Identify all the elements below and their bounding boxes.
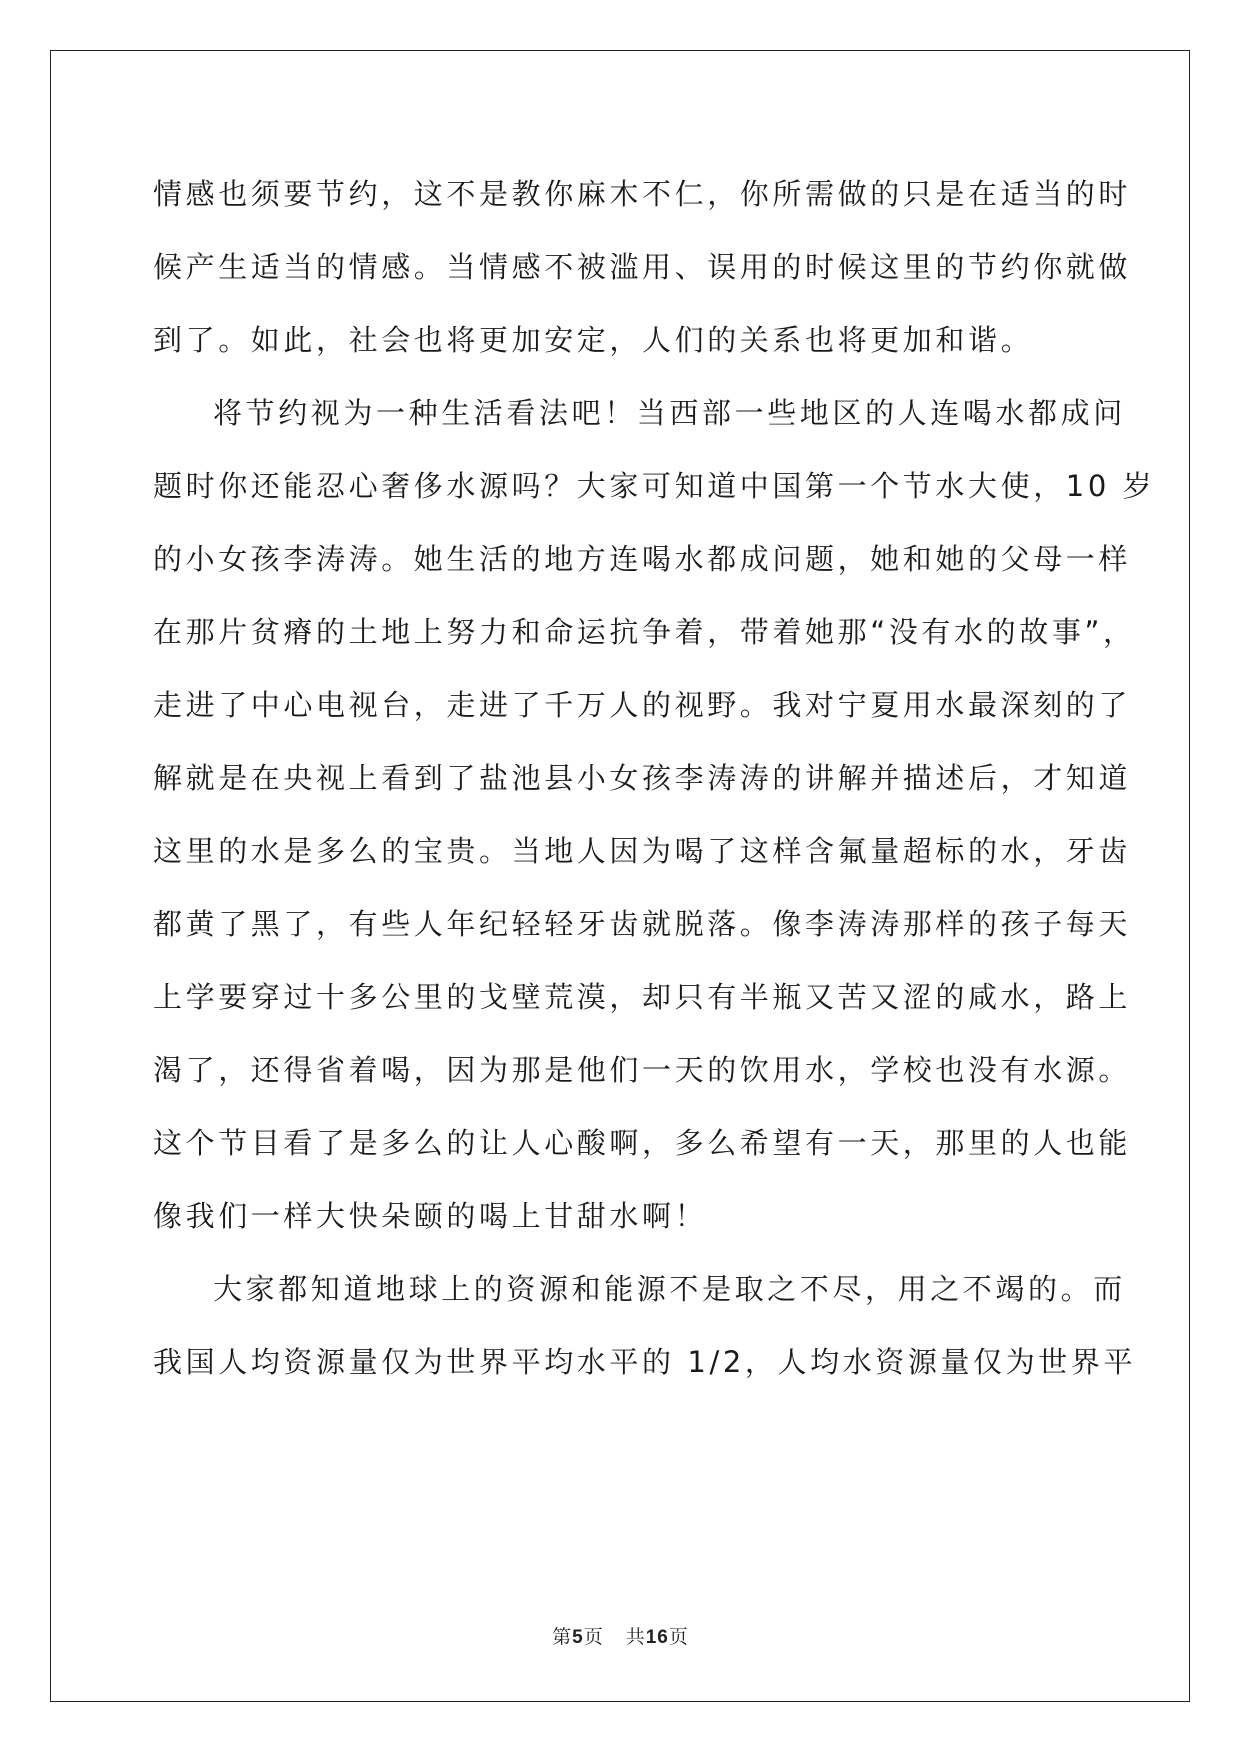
total-pages: 16 bbox=[645, 1627, 669, 1648]
text-line: 这个节目看了是多么的让人心酸啊，多么希望有一天，那里的人也能 bbox=[153, 1126, 1132, 1160]
page-number: 5 bbox=[572, 1627, 584, 1648]
text-line: 渴了，还得省着喝，因为那是他们一天的饮用水，学校也没有水源。 bbox=[153, 1053, 1132, 1087]
text-line: 走进了中心电视台，走进了千万人的视野。我对宁夏用水最深刻的了 bbox=[153, 688, 1132, 722]
text-line: 我国人均资源量仅为世界平均水平的 1/2，人均水资源量仅为世界平 bbox=[153, 1345, 1137, 1379]
text-line: 像我们一样大快朵颐的喝上甘甜水啊！ bbox=[153, 1199, 708, 1233]
text-line: 候产生适当的情感。当情感不被滥用、误用的时候这里的节约你就做 bbox=[153, 250, 1132, 284]
paragraph-3 bbox=[153, 1253, 1137, 1399]
text-line: 这里的水是多么的宝贵。当地人因为喝了这样含氟量超标的水，牙齿 bbox=[153, 834, 1132, 868]
text-line: 在那片贫瘠的土地上努力和命运抗争着，带着她那“没有水的故事”， bbox=[153, 615, 1136, 649]
text-line: 题时你还能忍心奢侈水源吗？大家可知道中国第一个节水大使，10 岁 bbox=[153, 469, 1156, 503]
text-line: 到了。如此，社会也将更加安定，人们的关系也将更加和谐。 bbox=[153, 323, 1034, 357]
page-footer bbox=[0, 1622, 1241, 1649]
text-line: 上学要穿过十多公里的戈壁荒漠，却只有半瓶又苦又涩的咸水，路上 bbox=[153, 980, 1132, 1014]
text-line: 大家都知道地球上的资源和能源不是取之不尽，用之不竭的。而 bbox=[213, 1272, 1126, 1306]
paragraph-2 bbox=[153, 377, 1156, 1253]
text-line: 解就是在央视上看到了盐池县小女孩李涛涛的讲解并描述后，才知道 bbox=[153, 761, 1132, 795]
total-prefix: 共 bbox=[625, 1626, 646, 1648]
total-suffix: 页 bbox=[668, 1626, 689, 1648]
page-suffix: 页 bbox=[583, 1626, 604, 1648]
document-body bbox=[153, 158, 1156, 1399]
paragraph-1 bbox=[153, 158, 1132, 377]
text-line: 将节约视为一种生活看法吧！当西部一些地区的人连喝水都成问 bbox=[213, 396, 1126, 430]
text-line: 都黄了黑了，有些人年纪轻轻牙齿就脱落。像李涛涛那样的孩子每天 bbox=[153, 907, 1132, 941]
page-prefix: 第 bbox=[552, 1626, 573, 1648]
text-line: 情感也须要节约，这不是教你麻木不仁，你所需做的只是在适当的时 bbox=[153, 177, 1132, 211]
text-line: 的小女孩李涛涛。她生活的地方连喝水都成问题，她和她的父母一样 bbox=[153, 542, 1132, 576]
